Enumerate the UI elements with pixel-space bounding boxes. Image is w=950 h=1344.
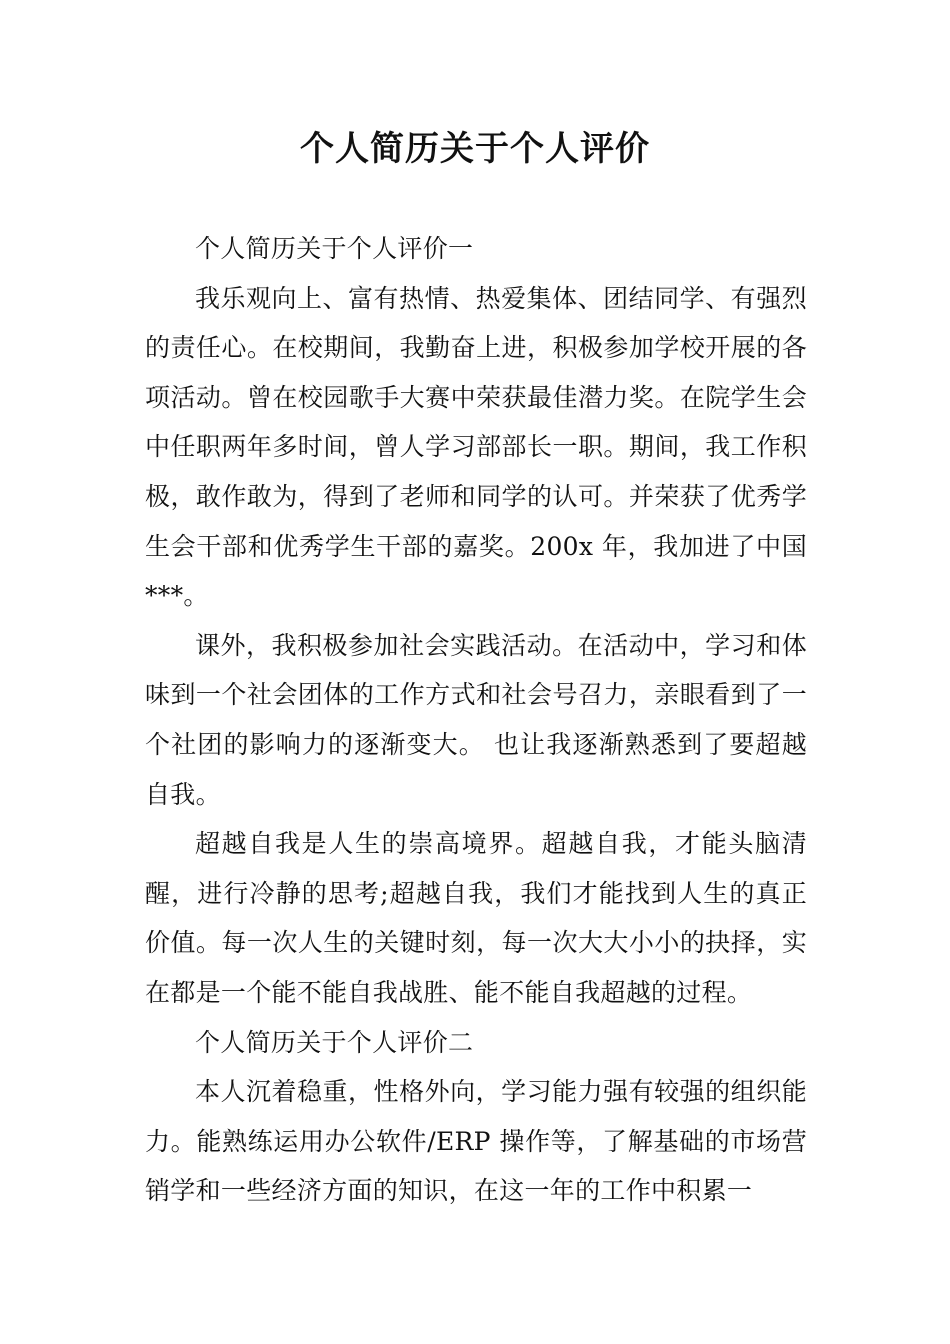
paragraph-4: 本人沉着稳重，性格外向，学习能力强有较强的组织能力。能熟练运用办公软件/ERP 操作等，了解基础的市场营销学和一些经济方面的知识，在这一年的工作中积累一: [145, 1077, 807, 1206]
section-heading-2: 个人简历关于个人评价二: [195, 1027, 474, 1057]
document-title: 个人简历关于个人评价: [300, 129, 650, 169]
paragraph-3: 超越自我是人生的崇高境界。超越自我，才能头脑清醒，进行冷静的思考;超越自我，我们才能找到人生的真正价值。每一次人生的关键时刻，每一次大大小小的抉择，实在都是一个能不能自我战胜、能不能自我超越的过程。: [145, 829, 807, 1007]
paragraph-2: 课外，我积极参加社会实践活动。在活动中，学习和体味到一个社会团体的工作方式和社会号召力，亲眼看到了一个社团的影响力的逐渐变大。 也让我逐渐熟悉到了要超越自我。: [145, 630, 807, 809]
paragraph-1: 我乐观向上、富有热情、热爱集体、团结同学、有强烈的责任心。在校期间，我勤奋上进，积极参加学校开展的各项活动。曾在校园歌手大赛中荣获最佳潜力奖。在院学生会中任职两年多时间，曾人学习部部长一职。期间，我工作积极，敢作敢为，得到了老师和同学的认可。并荣获了优秀学生会干部和优秀学生干部的嘉奖。200x 年，我加进了中国***。: [145, 283, 807, 611]
section-heading-1: 个人简历关于个人评价一: [195, 234, 474, 263]
document-body: [145, 224, 807, 1216]
